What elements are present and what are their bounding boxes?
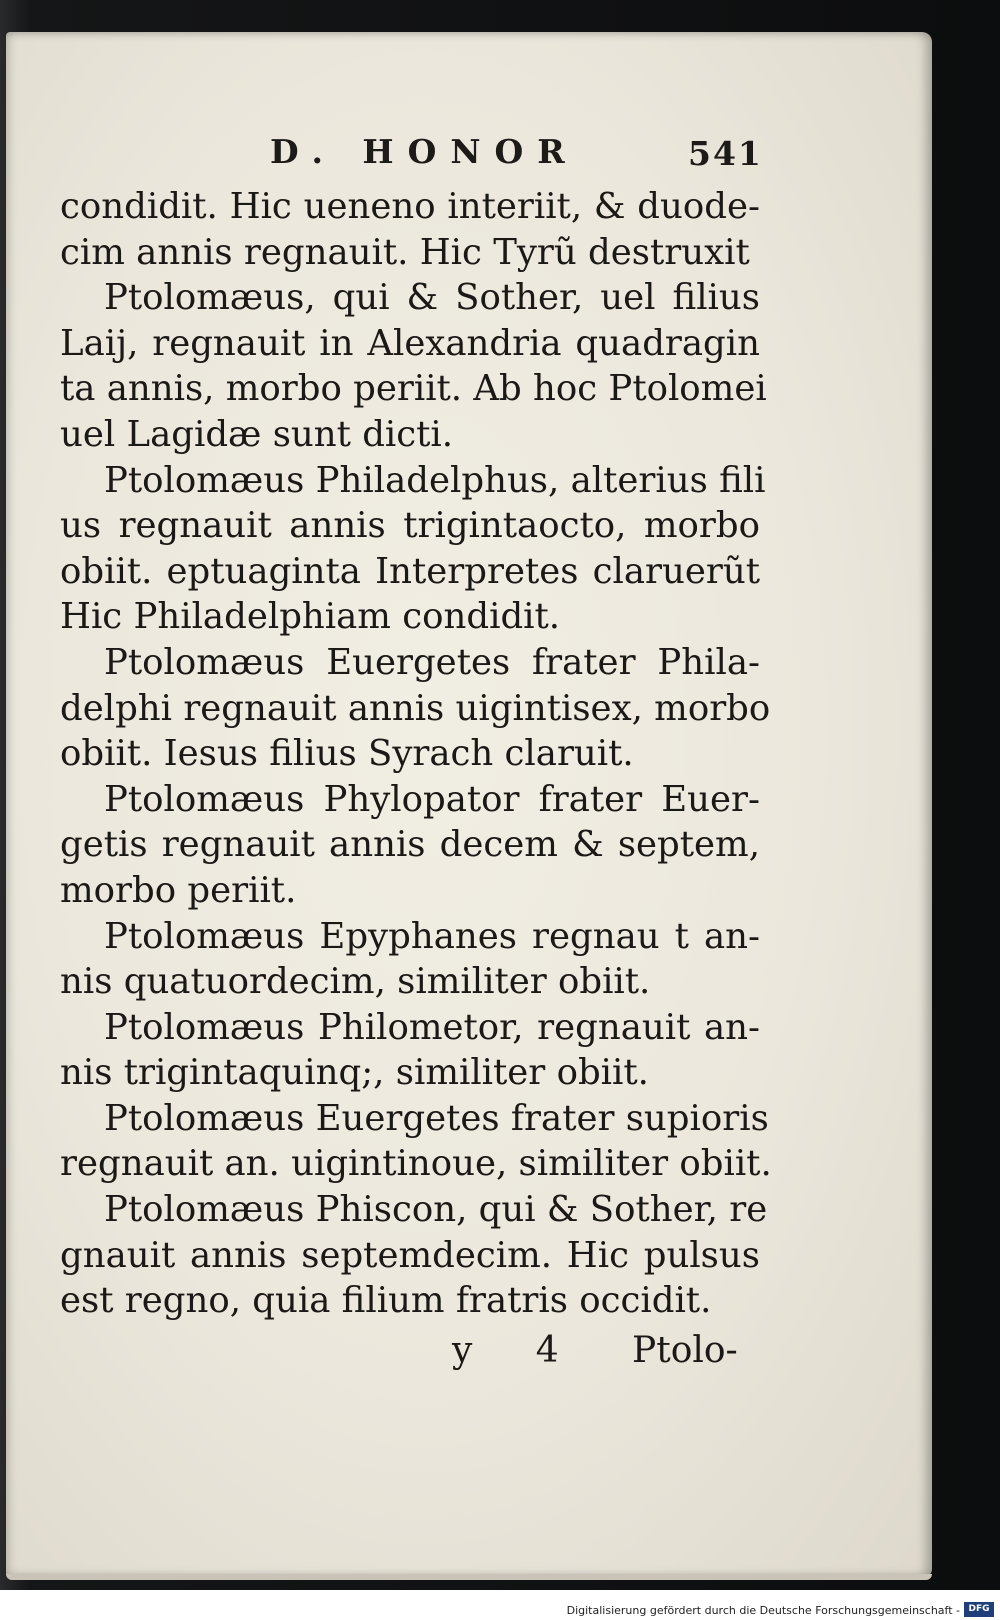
text-line: Ptolomæus Phiscon, qui & Sother, re	[104, 1189, 768, 1231]
text-line: nis quatuordecim, similiter obiit.	[60, 961, 651, 1003]
text-line: cim annis regnauit. Hic Tyrũ destruxit	[60, 231, 750, 273]
text-line: Ptolomæus Philometor, regnauit an-	[104, 1006, 760, 1048]
text-line: Ptolomæus Epyphanes regnau t an-	[104, 915, 760, 957]
text-line: morbo periit.	[60, 869, 297, 911]
page-number: 541	[688, 134, 763, 173]
text-line: delphi regnauit annis uigintisex, morbo	[60, 687, 771, 729]
text-line: ta annis, morbo periit. Ab hoc Ptolomei	[60, 368, 767, 410]
text-line: gnauit annis septemdecim. Hic pulsus	[60, 1234, 760, 1276]
signature-mark: y 4	[452, 1330, 585, 1371]
running-head: D. HONOR	[270, 132, 579, 171]
text-line: Ptolomæus Euergetes frater Phila-	[104, 641, 760, 683]
page-edge	[6, 1574, 932, 1580]
text-line: Ptolomæus Phylopator frater Euer-	[104, 778, 760, 820]
digitization-credit: Digitalisierung gefördert durch die Deutsche Forschungsgemeinschaft -	[566, 1604, 960, 1617]
catchword: Ptolo-	[632, 1330, 738, 1371]
text-line: condidit. Hic ueneno interiit, & duode-	[60, 186, 760, 227]
text-line: getis regnauit annis decem & septem,	[60, 824, 760, 866]
text-line: regnauit an. uigintinoue, similiter obiit.	[60, 1143, 772, 1185]
text-line: Ptolomæus, qui & Sother, uel filius	[104, 277, 760, 319]
text-line: nis trigintaquinq;, similiter obiit.	[60, 1052, 649, 1094]
text-line: Hic Philadelphiam condidit.	[60, 596, 561, 638]
text-line: Ptolomæus Philadelphus, alterius fili	[104, 459, 766, 501]
text-line: obiit. eptuaginta Interpretes claruerũt	[60, 550, 760, 592]
text-line: est regno, quia filium fratris occidit.	[60, 1280, 712, 1322]
text-line: uel Lagidæ sunt dicti.	[60, 413, 454, 455]
body-text	[60, 184, 772, 1324]
text-line: us regnauit annis trigintaocto, morbo	[60, 505, 760, 547]
text-line: obiit. Iesus filius Syrach claruit.	[60, 733, 634, 775]
dfg-logo-icon: DFG	[964, 1602, 994, 1617]
text-line: Laij, regnauit in Alexandria quadragin	[60, 322, 760, 364]
text-line: Ptolomæus Euergetes frater supioris	[104, 1097, 769, 1139]
